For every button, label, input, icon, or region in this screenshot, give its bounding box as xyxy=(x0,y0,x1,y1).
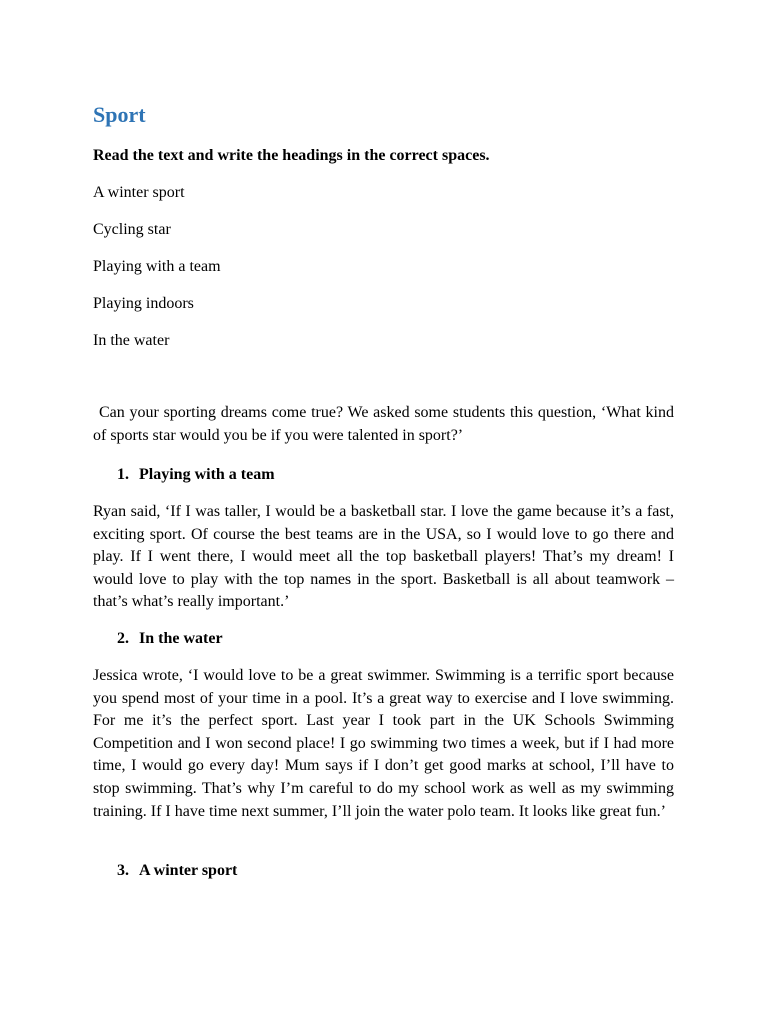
section-heading-text-1: Playing with a team xyxy=(139,466,275,483)
heading-option-5: In the water xyxy=(93,332,170,349)
section-heading-1 xyxy=(117,464,275,486)
heading-option-1: A winter sport xyxy=(93,184,185,201)
intro-paragraph: Can your sporting dreams come true? We asked some students this question, ‘What kind of sports star would you be if you were talented in sport?’ xyxy=(93,404,674,444)
section-heading-3 xyxy=(117,860,237,882)
page-title: Sport xyxy=(93,102,146,127)
heading-option-4: Playing indoors xyxy=(93,295,194,312)
section-heading-text-2: In the water xyxy=(139,630,223,647)
heading-option-3: Playing with a team xyxy=(93,258,221,275)
section-paragraph-1: Ryan said, ‘If I was taller, I would be a basketball star. I love the game because it’s a fast, exciting sport. Of course the best teams are in the USA, so I would love to go there and play. If I went there, I would meet all the top basketball players! That’s my dream! I would love to play with the top names in the sport. Basketball is all about teamwork – that’s what’s really important.’ xyxy=(93,503,674,611)
instruction-text: Read the text and write the headings in the correct spaces. xyxy=(93,147,490,164)
section-paragraph-2: Jessica wrote, ‘I would love to be a great swimmer. Swimming is a terrific sport because you spend most of your time in a pool. It’s a great way to exercise and I love swimming. For me it’s the perfect sport. Last year I took part in the UK Schools Swimming Competition and I won second place! I go swimming two times a week, but if I had more time, I would go every day! Mum says if I don’t get good marks at school, I’ll have to stop swimming. That’s why I’m careful to do my school work as well as my swimming training. If I have time next summer, I’ll join the water polo team. It looks like great fun.’ xyxy=(93,667,674,820)
heading-option-2: Cycling star xyxy=(93,221,171,238)
section-number-2: 2. xyxy=(117,630,129,647)
section-number-3: 3. xyxy=(117,862,129,879)
section-heading-text-3: A winter sport xyxy=(139,862,238,879)
section-number-1: 1. xyxy=(117,466,129,483)
section-heading-2 xyxy=(117,628,223,650)
